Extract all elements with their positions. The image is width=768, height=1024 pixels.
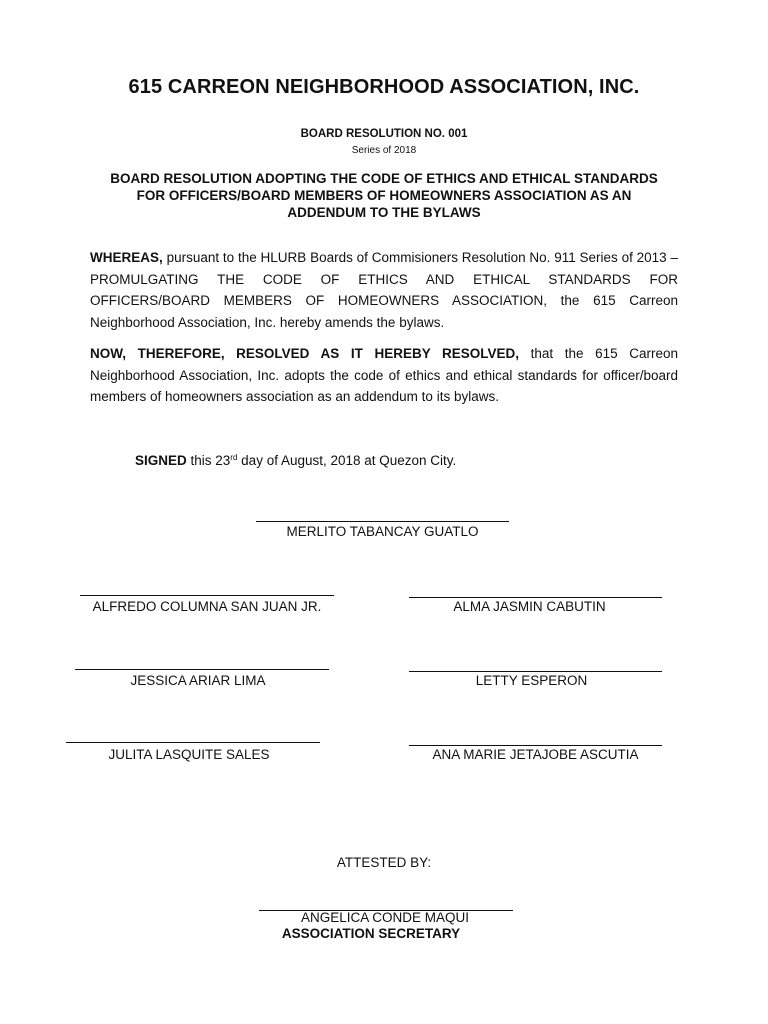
resolved-text: that the 615 Carreon Neighborhood Association, Inc. adopts the code of ethics and ethical standards for officer/board members of homeowners association as an addendum to its bylaws. — [90, 346, 678, 404]
resolution-series: Series of 2018 — [351, 145, 417, 156]
attested-by-label: ATTESTED BY: — [336, 855, 432, 870]
subject-line-3: ADDENDUM TO THE BYLAWS — [287, 205, 481, 220]
signed-date-pre: this 23 — [186, 453, 231, 468]
signed-lead: SIGNED — [135, 453, 187, 468]
signature-line-row1-right — [409, 597, 662, 598]
signatory-row3-right: ANA MARIE JETAJOBE ASCUTIA — [432, 747, 639, 762]
signatory-row2-left: JESSICA ARIAR LIMA — [130, 673, 266, 688]
association-title: 615 CARREON NEIGHBORHOOD ASSOCIATION, INC. — [128, 76, 640, 98]
signatory-top: MERLITO TABANCAY GUATLO — [286, 524, 479, 539]
subject-line-2: FOR OFFICERS/BOARD MEMBERS OF HOMEOWNERS ASSOCIATION AS AN — [136, 188, 632, 203]
signed-statement — [135, 453, 456, 468]
subject-line-1: BOARD RESOLUTION ADOPTING THE CODE OF ETHICS AND ETHICAL STANDARDS — [110, 171, 658, 186]
secretary-name: ANGELICA CONDE MAQUI — [300, 910, 470, 925]
whereas-lead: WHEREAS, — [90, 250, 163, 265]
whereas-paragraph — [90, 247, 678, 333]
signature-line-top — [256, 521, 509, 522]
signatory-row2-right: LETTY ESPERON — [475, 673, 588, 688]
signature-line-row2-left — [75, 669, 329, 670]
signature-line-row1-left — [80, 595, 334, 596]
signature-line-row3-right — [409, 745, 662, 746]
signed-date-post: day of August, 2018 at Quezon City. — [237, 453, 457, 468]
signature-line-row2-right — [409, 671, 662, 672]
resolution-subject — [90, 170, 678, 221]
signed-date-ordinal: rd — [230, 453, 238, 462]
resolved-lead: NOW, THEREFORE, RESOLVED AS IT HEREBY RESOLVED, — [90, 346, 520, 361]
signatory-row3-left: JULITA LASQUITE SALES — [108, 747, 270, 762]
signatory-row1-right: ALMA JASMIN CABUTIN — [453, 599, 606, 614]
whereas-text: pursuant to the HLURB Boards of Commisioners Resolution No. 911 Series of 2013 – PROMULGATING THE CODE OF ETHICS AND ETHICAL STANDARDS FOR OFFICERS/BOARD MEMBERS OF HOMEOWNERS ASSOCIATION, the 615 Carreon Neighborhood Association, Inc. hereby amends the bylaws. — [90, 250, 678, 330]
resolution-number: BOARD RESOLUTION NO. 001 — [300, 128, 468, 140]
signatory-row1-left: ALFREDO COLUMNA SAN JUAN JR. — [92, 599, 322, 614]
signature-line-row3-left — [66, 742, 320, 743]
resolved-paragraph — [90, 343, 678, 408]
secretary-title: ASSOCIATION SECRETARY — [281, 926, 461, 941]
